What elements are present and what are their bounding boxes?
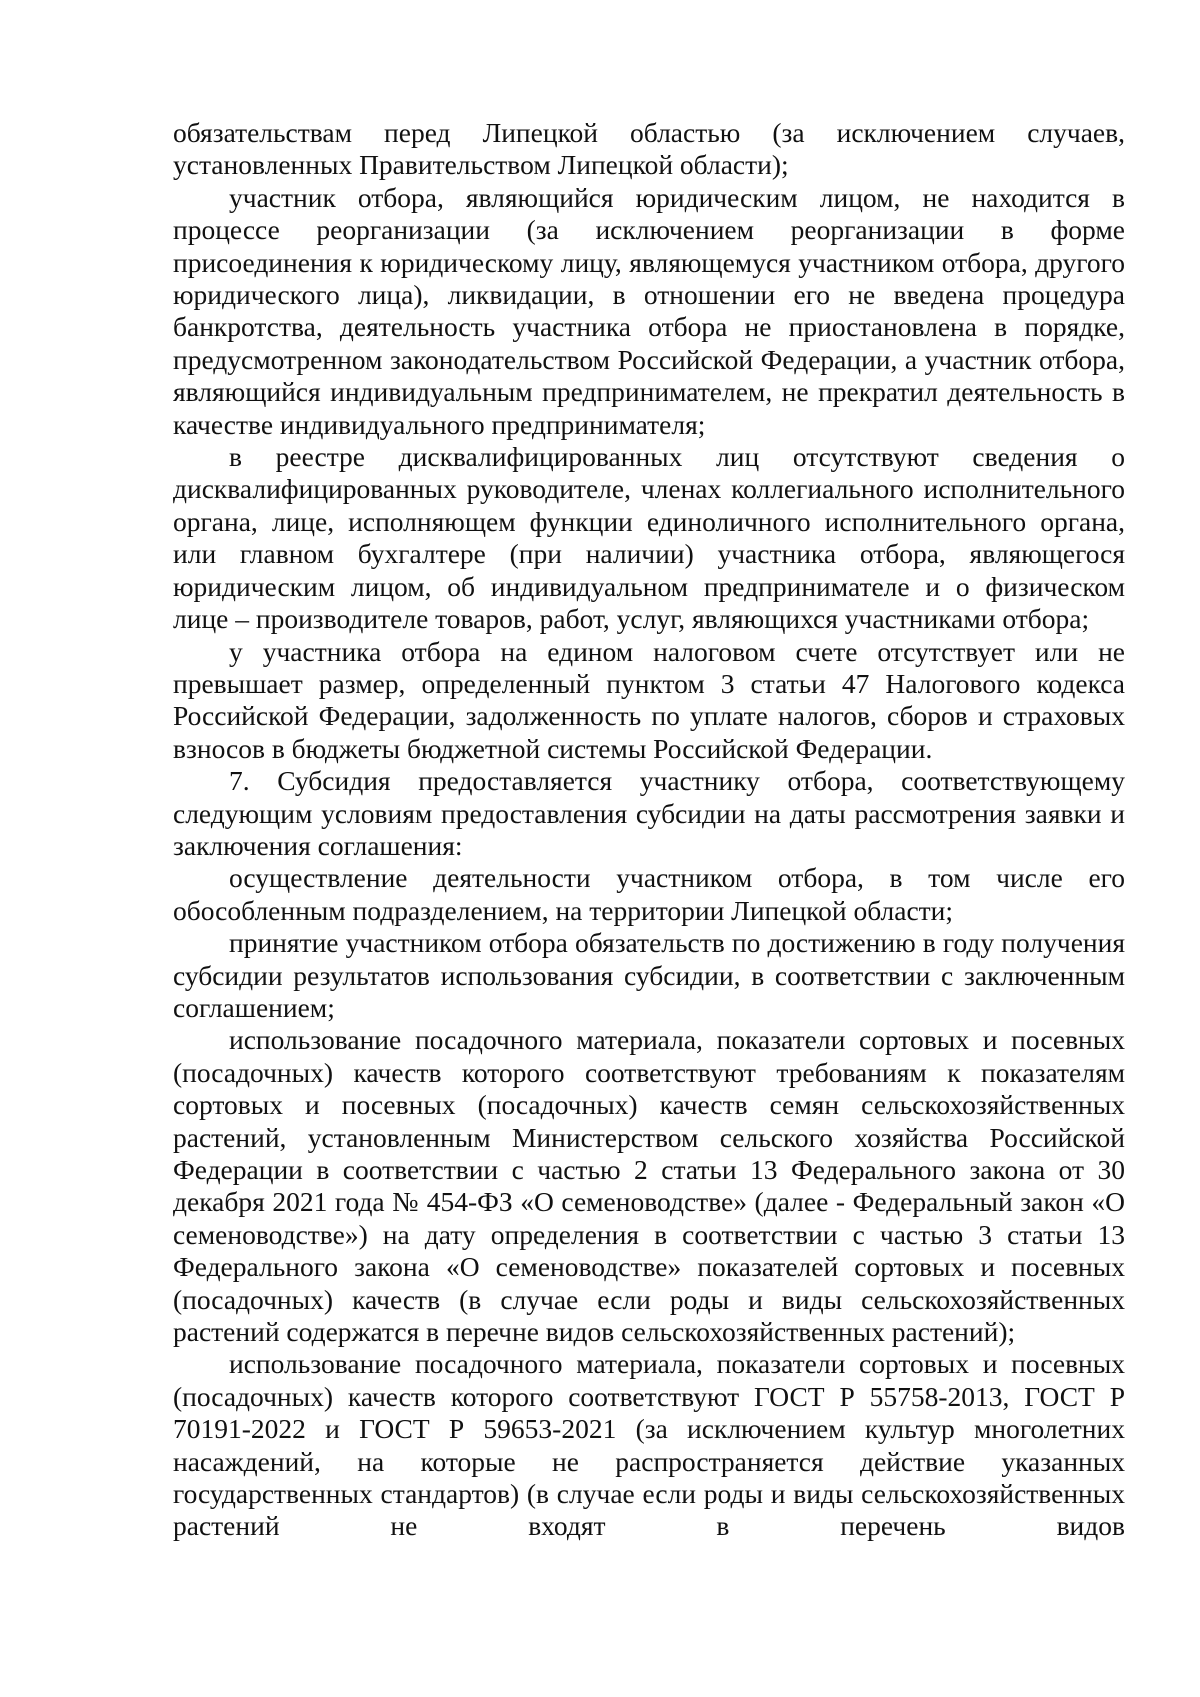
paragraph-planting-material-requirements: использование посадочного материала, показатели сортовых и посевных (посадочных) качеств которого соответствуют требованиям к показателям сортовых и посевных (посадочных) качеств семян сельскохозяйственных растений, установленным Министерством сельского хозяйства Российской Федерации в соответствии с частью 2 статьи 13 Федерального закона от 30 декабря 2021 года № 454-ФЗ «О семеноводстве» (далее - Федеральный закон «О семеноводстве») на дату определения в соответствии с частью 3 статьи 13 Федерального закона «О семеноводстве» показателей сортовых и посевных (посадочных) качеств (в случае если роды и виды сельскохозяйственных растений содержатся в перечне видов сельскохозяйственных растений); — [173, 1024, 1125, 1348]
paragraph-activity-territory: осуществление деятельности участником отбора, в том числе его обособленным подразделением, на территории Липецкой области; — [173, 862, 1125, 926]
paragraph-obligations-results: принятие участником отбора обязательств по достижению в году получения субсидии результатов использования субсидии, в соответствии с заключенным соглашением; — [173, 927, 1125, 1023]
paragraph-planting-material-gost: использование посадочного материала, показатели сортовых и посевных (посадочных) качеств которого соответствуют ГОСТ Р 55758-2013, ГОСТ Р 70191-2022 и ГОСТ Р 59653-2021 (за исключением культур многолетних насаждений, на которые не распространяется действие указанных государственных стандартов) (в случае если роды и виды сельскохозяйственных растений не входят в перечень видов — [173, 1348, 1125, 1542]
paragraph-tax-debt: у участника отбора на едином налоговом счете отсутствует или не превышает размер, определенный пунктом 3 статьи 47 Налогового кодекса Российской Федерации, задолженность по уплате налогов, сборов и страховых взносов в бюджеты бюджетной системы Российской Федерации. — [173, 635, 1125, 764]
paragraph-no-reorganization: участник отбора, являющийся юридическим лицом, не находится в процессе реорганизации (за исключением реорганизации в форме присоединения к юридическому лицу, являющемуся участником отбора, другого юридического лица), ликвидации, в отношении его не введена процедура банкротства, деятельность участника отбора не приостановлена в порядке, предусмотренном законодательством Российской Федерации, а участник отбора, являющийся индивидуальным предпринимателем, не прекратил деятельность в качестве индивидуального предпринимателя; — [173, 181, 1125, 440]
paragraph-item-7: 7. Субсидия предоставляется участнику отбора, соответствующему следующим условиям предоставления субсидии на даты рассмотрения заявки и заключения соглашения: — [173, 765, 1125, 861]
document-page — [173, 117, 1125, 1543]
paragraph-disqualified-registry: в реестре дисквалифицированных лиц отсутствуют сведения о дисквалифицированных руководителе, членах коллегиального исполнительного органа, лице, исполняющем функции единоличного исполнительного органа, или главном бухгалтере (при наличии) участника отбора, являющегося юридическим лицом, об индивидуальном предпринимателе и о физическом лице – производителе товаров, работ, услуг, являющихся участниками отбора; — [173, 441, 1125, 635]
paragraph-obligations-continuation: обязательствам перед Липецкой областью (за исключением случаев, установленных Правительством Липецкой области); — [173, 117, 1125, 181]
